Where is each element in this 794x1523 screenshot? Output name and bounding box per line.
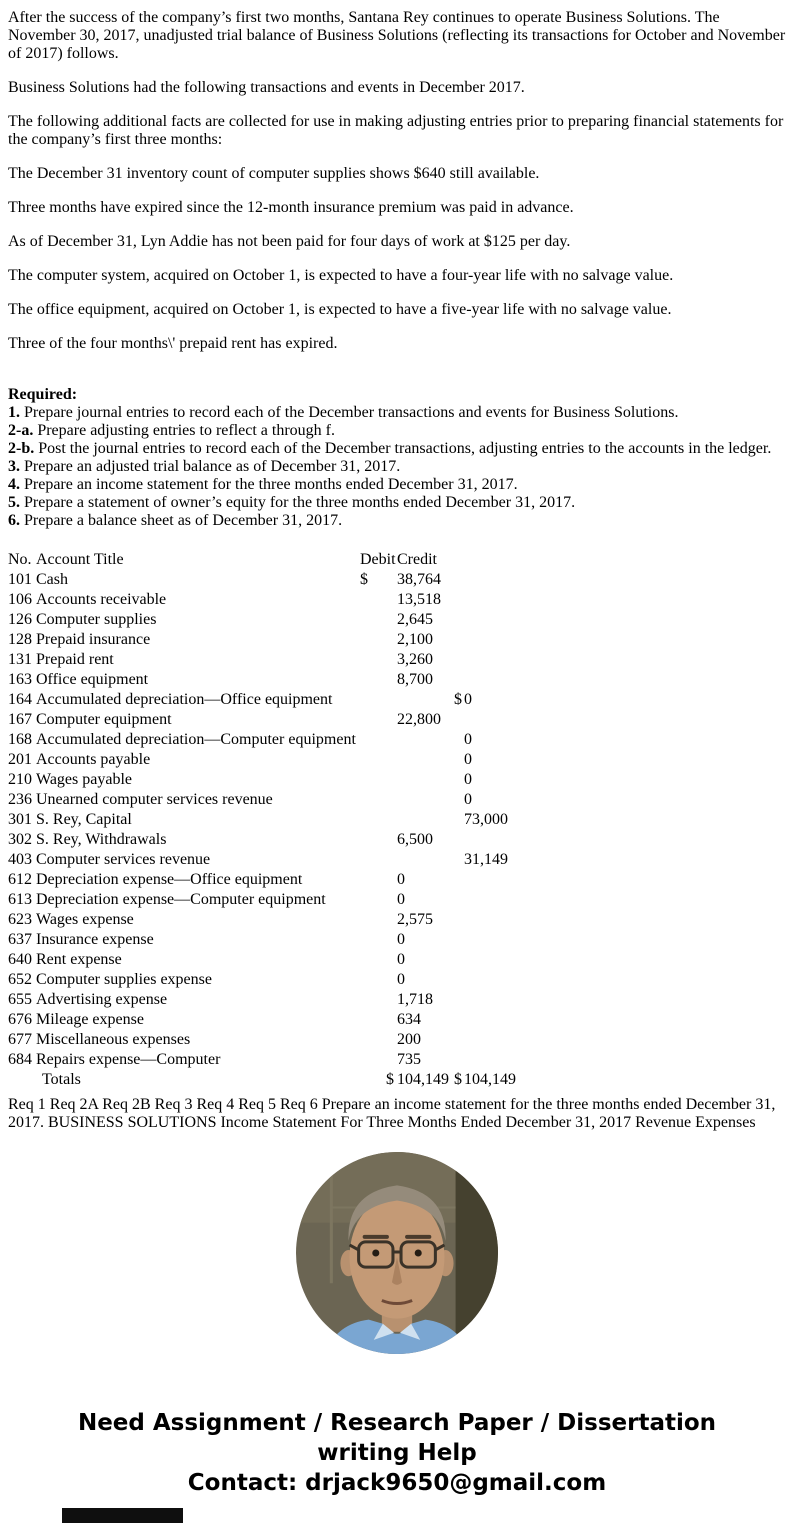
help-banner xyxy=(57,1408,737,1498)
fact-rent: Three of the four months\' prepaid rent has expired. xyxy=(8,335,338,352)
account-title: Wages expense xyxy=(36,911,134,928)
account-no: 168 xyxy=(8,731,32,748)
account-credit xyxy=(464,830,564,850)
account-csym xyxy=(454,610,464,630)
account-no: 655 xyxy=(8,991,32,1008)
account-dsym xyxy=(360,870,397,890)
required-item-1 xyxy=(8,404,786,422)
account-row xyxy=(8,950,564,970)
account-csym xyxy=(454,670,464,690)
account-credit xyxy=(464,710,564,730)
account-csym xyxy=(454,650,464,670)
required-item-3 xyxy=(8,458,786,476)
required-item-4 xyxy=(8,476,786,494)
account-no: 167 xyxy=(8,711,32,728)
account-no: 164 xyxy=(8,691,32,708)
account-debit: 0 xyxy=(397,971,405,988)
totals-row xyxy=(8,1070,564,1090)
account-dsym xyxy=(360,770,397,790)
account-debit: 2,645 xyxy=(397,611,433,628)
person-photo-illustration xyxy=(296,1152,498,1354)
account-credit xyxy=(464,990,564,1010)
header-account-title: Account Title xyxy=(36,551,124,568)
account-csym xyxy=(454,770,464,790)
account-no: 403 xyxy=(8,851,32,868)
account-row xyxy=(8,1030,564,1050)
required-item-text: Prepare adjusting entries to reflect a through f. xyxy=(37,422,335,439)
account-credit: 0 xyxy=(464,731,472,748)
account-row xyxy=(8,650,564,670)
account-row xyxy=(8,630,564,650)
account-credit xyxy=(464,870,564,890)
account-csym xyxy=(454,710,464,730)
account-dsym xyxy=(360,990,397,1010)
account-csym xyxy=(454,850,464,870)
fact-office-life: The office equipment, acquired on October 1, is expected to have a five-year life with no salvage value. xyxy=(8,301,672,318)
account-no: 676 xyxy=(8,1011,32,1028)
account-no: 106 xyxy=(8,591,32,608)
account-title: S. Rey, Capital xyxy=(36,811,132,828)
account-no: 637 xyxy=(8,931,32,948)
account-title: Accumulated depreciation—Office equipment xyxy=(36,691,333,708)
totals-debit: 104,149 xyxy=(397,1071,449,1088)
header-spacer-1 xyxy=(454,550,464,570)
required-item-number: 5. xyxy=(8,494,20,511)
account-credit xyxy=(464,970,564,990)
account-debit: 0 xyxy=(397,871,405,888)
account-no: 652 xyxy=(8,971,32,988)
intro-paragraph-2: Business Solutions had the following transactions and events in December 2017. xyxy=(8,79,525,96)
account-title: Office equipment xyxy=(36,671,149,688)
account-row xyxy=(8,710,564,730)
account-credit xyxy=(464,590,564,610)
account-credit: 31,149 xyxy=(464,851,508,868)
account-no: 640 xyxy=(8,951,32,968)
fact-supplies: The December 31 inventory count of computer supplies shows $640 still available. xyxy=(8,165,540,182)
required-item-text: Prepare an income statement for the three months ended December 31, 2017. xyxy=(24,476,518,493)
account-dsym xyxy=(360,710,397,730)
account-debit: 2,575 xyxy=(397,911,433,928)
totals-credit: 104,149 xyxy=(464,1071,516,1088)
account-title: Wages payable xyxy=(36,771,132,788)
account-credit xyxy=(464,1050,564,1070)
account-title: Depreciation expense—Office equipment xyxy=(36,871,303,888)
account-no: 236 xyxy=(8,791,32,808)
account-debit: 0 xyxy=(397,931,405,948)
totals-title: Totals xyxy=(42,1071,81,1088)
account-credit xyxy=(464,570,564,590)
account-dsym xyxy=(360,890,397,910)
account-dsym xyxy=(360,650,397,670)
account-row xyxy=(8,910,564,930)
account-row xyxy=(8,750,564,770)
trial-balance-body xyxy=(8,570,564,1090)
account-credit xyxy=(464,930,564,950)
account-dsym xyxy=(360,850,397,870)
account-credit: 73,000 xyxy=(464,811,508,828)
header-no: No. xyxy=(8,551,32,568)
account-dsym xyxy=(360,730,397,750)
account-dsym xyxy=(360,1050,397,1070)
account-debit: 0 xyxy=(397,891,405,908)
account-debit: 38,764 xyxy=(397,571,441,588)
account-csym xyxy=(454,890,464,910)
intro-paragraph-1: After the success of the company’s first two months, Santana Rey continues to operate Business Solutions. The November 30, 2017, unadjusted trial balance of Business Solutions (reflecting its transactions for October and November of 2017) follows. xyxy=(8,9,786,62)
account-title: Miscellaneous expenses xyxy=(36,1031,191,1048)
required-item-text: Prepare an adjusted trial balance as of December 31, 2017. xyxy=(24,458,401,475)
account-csym xyxy=(454,870,464,890)
required-item-text: Prepare a statement of owner’s equity for the three months ended December 31, 2017. xyxy=(24,494,576,511)
account-debit: 6,500 xyxy=(397,831,433,848)
account-dsym xyxy=(360,970,397,990)
account-no: 101 xyxy=(8,571,32,588)
account-row xyxy=(8,1050,564,1070)
account-no: 613 xyxy=(8,891,32,908)
account-csym xyxy=(454,630,464,650)
account-debit: 0 xyxy=(397,951,405,968)
account-row xyxy=(8,870,564,890)
account-debit: 1,718 xyxy=(397,991,433,1008)
account-row xyxy=(8,730,564,750)
header-credit: Credit xyxy=(397,551,437,568)
account-debit xyxy=(397,790,454,810)
account-title: Computer supplies xyxy=(36,611,157,628)
account-dsym xyxy=(360,910,397,930)
account-credit xyxy=(464,890,564,910)
account-credit xyxy=(464,670,564,690)
account-debit xyxy=(397,750,454,770)
required-item-6 xyxy=(8,512,786,530)
account-csym xyxy=(454,570,464,590)
account-csym xyxy=(454,790,464,810)
account-dsym xyxy=(360,950,397,970)
account-credit xyxy=(464,1030,564,1050)
account-dsym xyxy=(360,810,397,830)
account-row xyxy=(8,990,564,1010)
account-credit: 0 xyxy=(464,771,472,788)
bottom-video-strip xyxy=(62,1508,183,1523)
account-debit: 3,260 xyxy=(397,651,433,668)
contact-email: Contact: drjack9650@gmail.com xyxy=(187,1470,607,1496)
account-no: 302 xyxy=(8,831,32,848)
account-csym xyxy=(454,1010,464,1030)
account-row xyxy=(8,790,564,810)
account-title: Cash xyxy=(36,571,68,588)
account-debit xyxy=(397,690,454,710)
account-no: 210 xyxy=(8,771,32,788)
account-csym xyxy=(454,730,464,750)
account-csym xyxy=(454,1030,464,1050)
account-dsym: $ xyxy=(360,571,368,588)
required-item-2a xyxy=(8,422,786,440)
account-debit: 8,700 xyxy=(397,671,433,688)
account-csym xyxy=(454,810,464,830)
account-credit xyxy=(464,950,564,970)
tutor-avatar xyxy=(296,1152,498,1354)
account-title: Computer services revenue xyxy=(36,851,211,868)
account-row xyxy=(8,1010,564,1030)
account-row xyxy=(8,970,564,990)
account-dsym xyxy=(360,1010,397,1030)
fact-computer-life: The computer system, acquired on October 1, is expected to have a four-year life with no salvage value. xyxy=(8,267,674,284)
help-text: Need Assignment / Research Paper / Dissertation writing Help xyxy=(77,1410,717,1466)
account-title: Accounts receivable xyxy=(36,591,167,608)
required-item-text: Prepare journal entries to record each of the December transactions and events for Business Solutions. xyxy=(24,404,679,421)
account-debit: 634 xyxy=(397,1011,421,1028)
trial-balance-table xyxy=(8,550,564,1090)
account-title: Depreciation expense—Computer equipment xyxy=(36,891,326,908)
required-item-number: 6. xyxy=(8,512,20,529)
required-item-text: Post the journal entries to record each of the December transactions, adjusting entries to the accounts in the ledger. xyxy=(38,440,772,457)
fact-insurance: Three months have expired since the 12-month insurance premium was paid in advance. xyxy=(8,199,574,216)
account-no: 684 xyxy=(8,1051,32,1068)
account-title: S. Rey, Withdrawals xyxy=(36,831,167,848)
account-row xyxy=(8,810,564,830)
account-csym xyxy=(454,590,464,610)
account-title: Repairs expense—Computer xyxy=(36,1051,221,1068)
account-debit xyxy=(397,850,454,870)
account-csym xyxy=(454,830,464,850)
required-item-text: Prepare a balance sheet as of December 31, 2017. xyxy=(24,512,343,529)
account-credit: 0 xyxy=(464,791,472,808)
fact-wages: As of December 31, Lyn Addie has not been paid for four days of work at $125 per day. xyxy=(8,233,571,250)
account-row xyxy=(8,670,564,690)
account-csym xyxy=(454,1050,464,1070)
eye-left xyxy=(372,1249,379,1256)
account-csym xyxy=(454,910,464,930)
account-row xyxy=(8,770,564,790)
account-title: Computer equipment xyxy=(36,711,172,728)
account-title: Advertising expense xyxy=(36,991,168,1008)
account-row xyxy=(8,610,564,630)
account-credit: 0 xyxy=(464,751,472,768)
account-no: 131 xyxy=(8,651,32,668)
account-row xyxy=(8,890,564,910)
account-credit xyxy=(464,650,564,670)
header-debit: Debit xyxy=(360,551,396,568)
account-no: 201 xyxy=(8,751,32,768)
account-credit xyxy=(464,610,564,630)
account-debit: 22,800 xyxy=(397,711,441,728)
account-dsym xyxy=(360,670,397,690)
required-heading: Required: xyxy=(8,386,78,403)
account-credit xyxy=(464,1010,564,1030)
account-row xyxy=(8,930,564,950)
account-csym xyxy=(454,950,464,970)
account-no: 163 xyxy=(8,671,32,688)
eyebrow-left xyxy=(363,1235,389,1239)
account-no: 623 xyxy=(8,911,32,928)
account-title: Rent expense xyxy=(36,951,122,968)
intro-paragraph-3: The following additional facts are collected for use in making adjusting entries prior to preparing financial statements for the company’s first three months: xyxy=(8,113,784,148)
account-title: Insurance expense xyxy=(36,931,154,948)
required-item-2b xyxy=(8,440,786,458)
account-debit: 13,518 xyxy=(397,591,441,608)
required-item-number: 1. xyxy=(8,404,20,421)
account-title: Prepaid insurance xyxy=(36,631,151,648)
required-item-number: 2-a. xyxy=(8,422,34,439)
eyebrow-right xyxy=(405,1235,431,1239)
account-dsym xyxy=(360,590,397,610)
required-section xyxy=(8,386,786,530)
account-csym: $ xyxy=(454,691,462,708)
required-item-5 xyxy=(8,494,786,512)
account-no: 677 xyxy=(8,1031,32,1048)
req-tabs-and-statement-text: Req 1 Req 2A Req 2B Req 3 Req 4 Req 5 Req 6 Prepare an income statement for the three months ended December 31, 2017. BUSINESS SOLUTIONS Income Statement For Three Months Ended December 31, 2017 Revenue Expenses xyxy=(8,1096,776,1131)
account-title: Accumulated depreciation—Computer equipment xyxy=(36,731,356,748)
account-debit: 2,100 xyxy=(397,631,433,648)
account-csym xyxy=(454,990,464,1010)
account-dsym xyxy=(360,930,397,950)
account-title: Computer supplies expense xyxy=(36,971,212,988)
account-row xyxy=(8,690,564,710)
account-dsym xyxy=(360,610,397,630)
account-title: Prepaid rent xyxy=(36,651,114,668)
account-dsym xyxy=(360,690,397,710)
account-dsym xyxy=(360,630,397,650)
account-debit xyxy=(397,810,454,830)
account-title: Accounts payable xyxy=(36,751,151,768)
account-debit xyxy=(397,770,454,790)
table-header-row xyxy=(8,550,564,570)
account-row xyxy=(8,590,564,610)
account-row xyxy=(8,830,564,850)
account-dsym xyxy=(360,750,397,770)
account-debit: 735 xyxy=(397,1051,421,1068)
account-credit: 0 xyxy=(464,691,472,708)
account-csym xyxy=(454,970,464,990)
account-credit xyxy=(464,910,564,930)
required-item-number: 2-b. xyxy=(8,440,35,457)
account-credit xyxy=(464,630,564,650)
account-row xyxy=(8,570,564,590)
account-title: Unearned computer services revenue xyxy=(36,791,273,808)
account-debit: 200 xyxy=(397,1031,421,1048)
account-dsym xyxy=(360,1030,397,1050)
account-row xyxy=(8,850,564,870)
account-no: 301 xyxy=(8,811,32,828)
eye-right xyxy=(415,1249,422,1256)
required-item-number: 3. xyxy=(8,458,20,475)
account-debit xyxy=(397,730,454,750)
header-spacer-2 xyxy=(464,550,564,570)
account-csym xyxy=(454,930,464,950)
totals-csym: $ xyxy=(454,1071,462,1088)
account-title: Mileage expense xyxy=(36,1011,144,1028)
required-item-number: 4. xyxy=(8,476,20,493)
account-dsym xyxy=(360,830,397,850)
account-no: 612 xyxy=(8,871,32,888)
account-no: 126 xyxy=(8,611,32,628)
totals-no xyxy=(8,1070,36,1090)
account-no: 128 xyxy=(8,631,32,648)
account-dsym xyxy=(360,790,397,810)
totals-dsym: $ xyxy=(386,1071,394,1088)
account-csym xyxy=(454,750,464,770)
